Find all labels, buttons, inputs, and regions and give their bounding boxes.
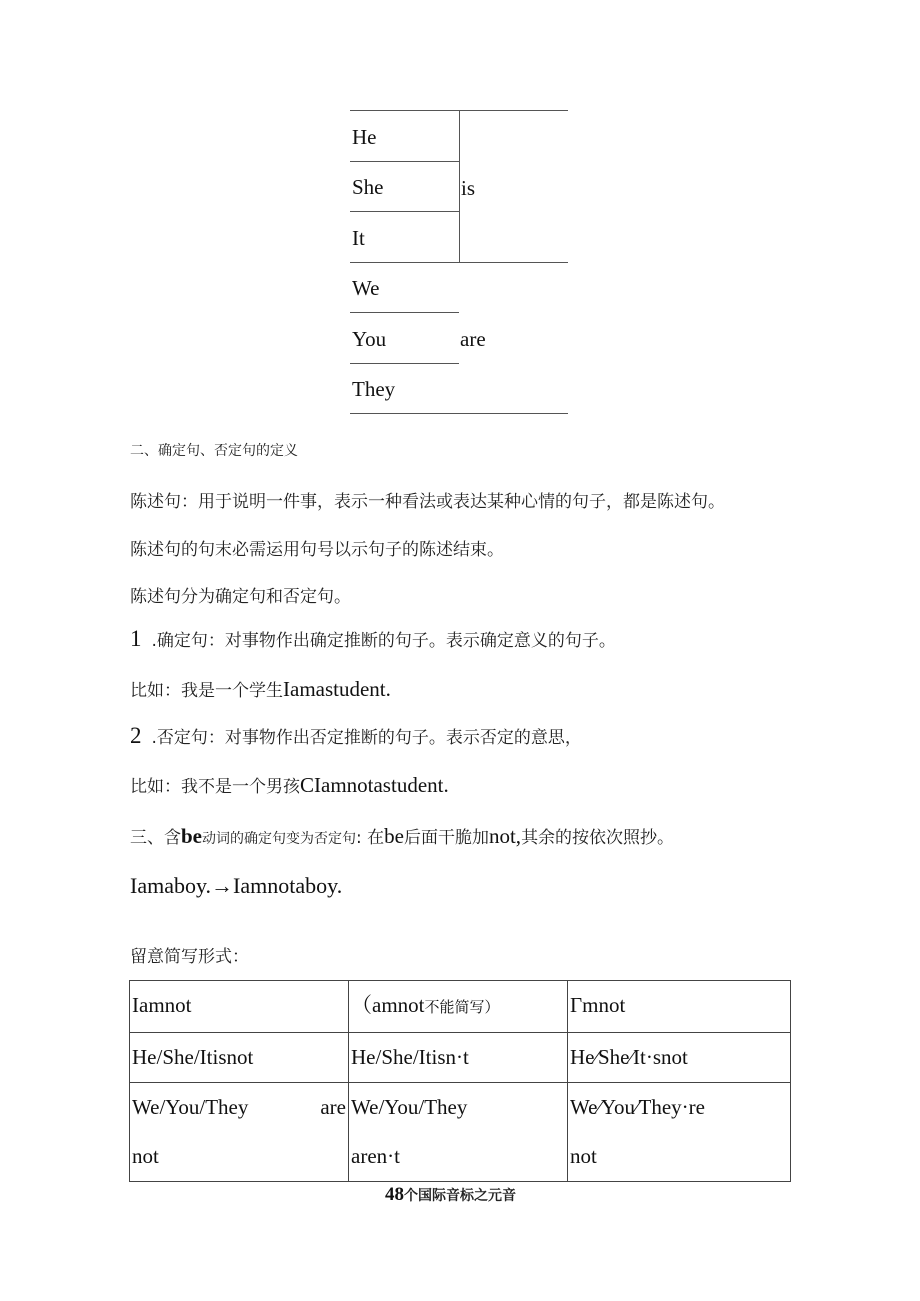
example-cn: 比如：我是一个学生	[130, 681, 283, 701]
next-section-heading	[385, 1184, 516, 1206]
item-number: 1	[130, 626, 142, 651]
example-en: CIamnotastudent.	[300, 773, 449, 797]
heading-number: 48	[385, 1184, 404, 1205]
heading-not: not,	[488, 824, 522, 848]
paragraph-types: 陈述句分为确定句和否定句。	[130, 587, 351, 607]
row-rule	[350, 211, 459, 212]
heading-be: be	[384, 824, 404, 848]
table-divider	[459, 110, 460, 262]
cell-contraction-1: We/You/They aren·t	[349, 1083, 568, 1182]
heading-part: 动词的确定句变为否定句	[202, 831, 356, 847]
pronoun-she: She	[352, 175, 384, 199]
item-text: .确定句：对事物作出确定推断的句子。表示确定意义的句子。	[151, 631, 616, 651]
heading-be: be	[181, 824, 202, 848]
table-bottom-rule	[350, 413, 568, 414]
cell-contraction-2: He⁄She⁄It·snot	[568, 1033, 791, 1083]
pronoun-he: He	[352, 125, 377, 149]
pronoun-they: They	[352, 377, 396, 401]
table-row	[130, 1083, 791, 1182]
example-transform: Iamaboy.→Iamnotaboy.	[130, 873, 343, 898]
pronoun-it: It	[352, 226, 365, 250]
verb-is: is	[461, 176, 476, 200]
cell-contraction-2: Γmnot	[568, 981, 791, 1033]
heading-part: 后面干脆加	[403, 828, 489, 848]
paragraph-period: 陈述句的句末必需运用句号以示句子的陈述结束。	[130, 540, 504, 560]
table-row	[130, 981, 791, 1033]
heading-part: 三、含	[130, 828, 181, 848]
abbreviation-table	[129, 980, 791, 1182]
paragraph-definition: 陈述句：用于说明一件事，表示一种看法或表达某种心情的句子，都是陈述句。	[130, 492, 725, 512]
item-text: .否定句：对事物作出否定推断的句子。表示否定的意思，	[151, 728, 582, 748]
item-negative	[130, 723, 582, 749]
example-en: Iamastudent.	[283, 677, 391, 701]
section2-heading: 二、确定句、否定句的定义	[130, 443, 298, 459]
heading-part: : 在	[356, 828, 385, 848]
cell-full: He/She/Itisnot	[130, 1033, 349, 1083]
example-negative	[130, 772, 449, 798]
verb-are: are	[460, 327, 486, 351]
example-cn: 比如：我不是一个男孩	[130, 777, 300, 797]
row-rule	[350, 312, 459, 313]
group-rule	[350, 262, 568, 263]
section3-heading	[130, 823, 674, 849]
pronoun-we: We	[352, 276, 380, 300]
table-row	[130, 1033, 791, 1083]
example-affirmative	[130, 676, 391, 702]
heading-text: 个国际音标之元音	[404, 1188, 516, 1204]
cell-contraction-2: We⁄You⁄They·re not	[568, 1083, 791, 1182]
cell-contraction-1: （amnot不能简写）	[349, 981, 568, 1033]
cell-full: We/You/They are not	[130, 1083, 349, 1182]
item-affirmative	[130, 626, 616, 652]
abbreviation-note: 留意简写形式：	[130, 947, 249, 967]
pronoun-you: You	[352, 327, 387, 351]
heading-part: 其余的按依次照抄。	[521, 828, 675, 848]
row-rule	[350, 363, 459, 364]
row-rule	[350, 161, 459, 162]
item-number: 2	[130, 723, 142, 748]
cell-full: Iamnot	[130, 981, 349, 1033]
cell-contraction-1: He/She/Itisn·t	[349, 1033, 568, 1083]
